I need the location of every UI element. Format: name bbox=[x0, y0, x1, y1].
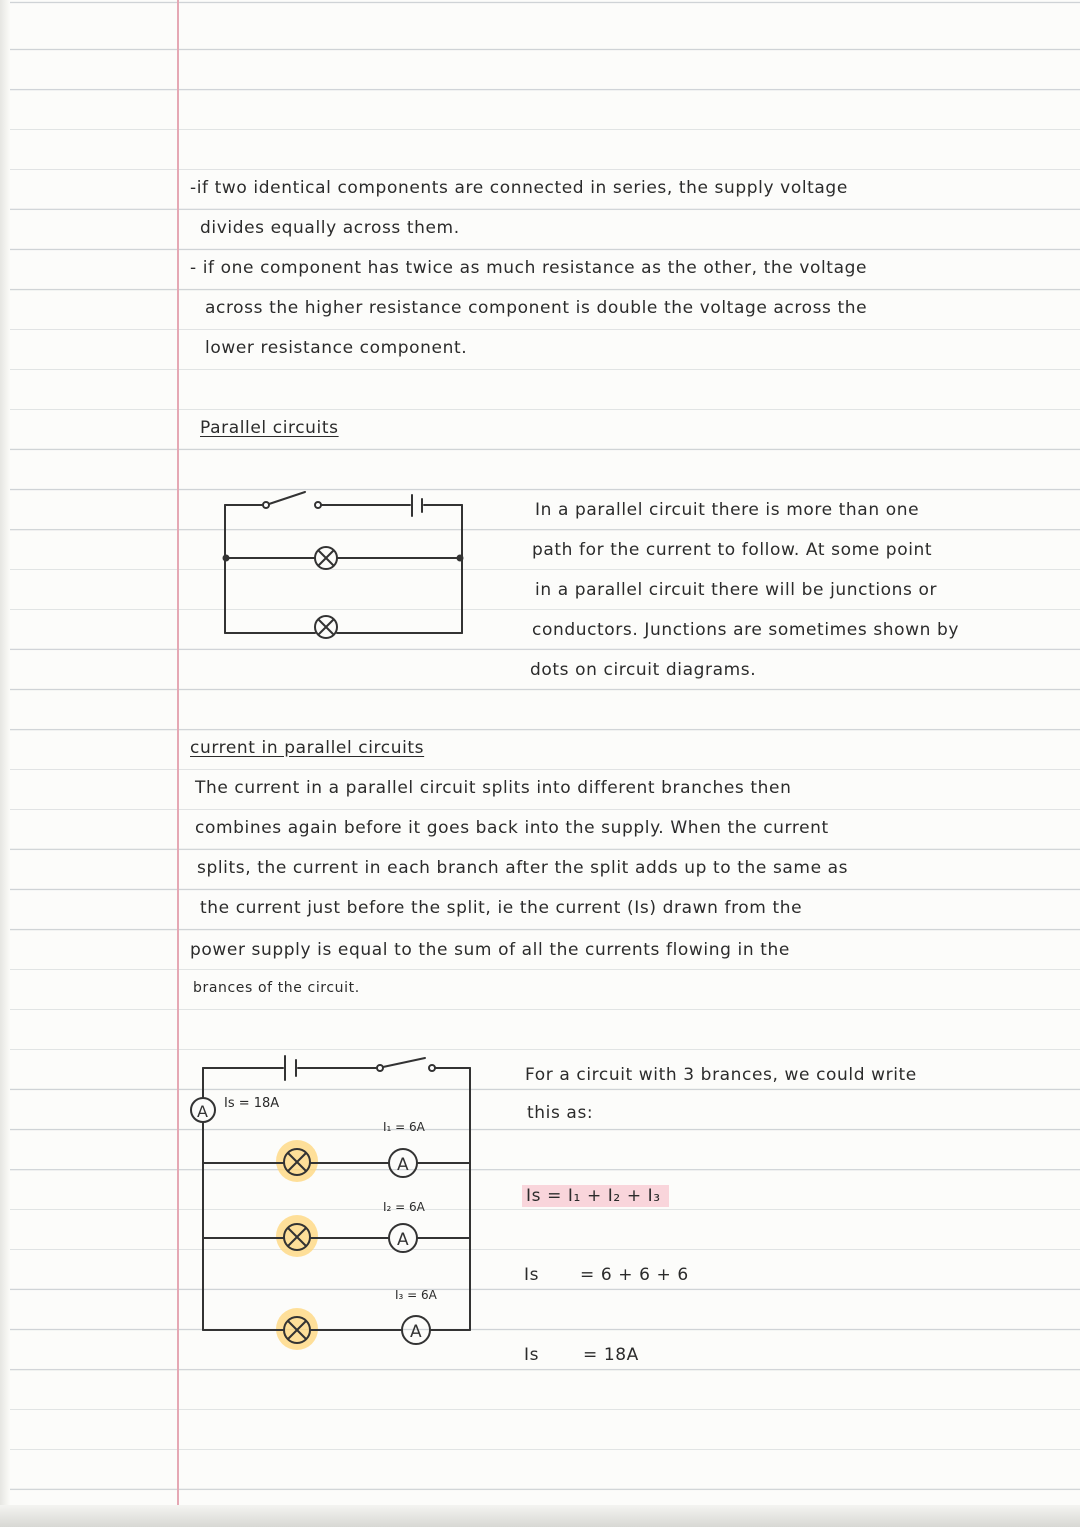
section-heading-parallel: Parallel circuits bbox=[200, 418, 339, 438]
lamp-icon bbox=[284, 1317, 310, 1343]
equation-lhs: Is bbox=[524, 1265, 540, 1285]
branch-current-label: I₁ = 6A bbox=[383, 1120, 425, 1134]
lamp-icon bbox=[284, 1224, 310, 1250]
equation-result: = 18A bbox=[583, 1345, 639, 1365]
note-line: in a parallel circuit there will be junctions or bbox=[535, 580, 938, 600]
ammeter-icon bbox=[191, 1098, 215, 1122]
equation-sum: Is = I₁ + I₂ + I₃ bbox=[522, 1185, 669, 1207]
note-line: combines again before it goes back into the supply. When the current bbox=[195, 818, 829, 838]
note-line: divides equally across them. bbox=[200, 218, 460, 238]
branch-current-label: I₂ = 6A bbox=[383, 1200, 425, 1214]
note-line: lower resistance component. bbox=[205, 338, 468, 358]
note-line: conductors. Junctions are sometimes shown by bbox=[532, 620, 960, 640]
note-line: -if two identical components are connected in series, the supply voltage bbox=[190, 178, 848, 198]
ammeter-label: A bbox=[410, 1322, 422, 1342]
note-line: this as: bbox=[527, 1103, 594, 1123]
ammeter-reading-main: Is = 18A bbox=[224, 1096, 280, 1111]
note-line: splits, the current in each branch after the split adds up to the same as bbox=[197, 858, 849, 878]
note-line: - if one component has twice as much resistance as the other, the voltage bbox=[190, 258, 868, 278]
ammeter-label: A bbox=[197, 1102, 208, 1121]
equation-rhs: = 6 + 6 + 6 bbox=[580, 1265, 689, 1285]
note-line: across the higher resistance component is double the voltage across the bbox=[205, 298, 868, 318]
equation-lhs: Is bbox=[524, 1345, 540, 1365]
page-edge bbox=[0, 1505, 1080, 1527]
ammeter-label: A bbox=[397, 1155, 409, 1175]
note-line: In a parallel circuit there is more than one bbox=[535, 500, 920, 520]
branch-current-label: I₃ = 6A bbox=[395, 1288, 437, 1302]
section-heading-current: current in parallel circuits bbox=[190, 738, 425, 758]
ammeter-icon bbox=[402, 1316, 430, 1344]
note-line: For a circuit with 3 brances, we could write bbox=[525, 1065, 917, 1085]
ammeter-label: A bbox=[397, 1230, 409, 1250]
ammeter-icon bbox=[389, 1149, 417, 1177]
note-line: brances of the circuit. bbox=[193, 980, 360, 996]
note-line: the current just before the split, ie the current (Is) drawn from the bbox=[200, 898, 803, 918]
note-line: path for the current to follow. At some point bbox=[532, 540, 933, 560]
note-line: power supply is equal to the sum of all the currents flowing in the bbox=[190, 940, 790, 960]
ammeter-icon bbox=[389, 1224, 417, 1252]
note-line: dots on circuit diagrams. bbox=[530, 660, 757, 680]
note-line: The current in a parallel circuit splits into different branches then bbox=[195, 778, 792, 798]
lamp-icon bbox=[284, 1149, 310, 1175]
